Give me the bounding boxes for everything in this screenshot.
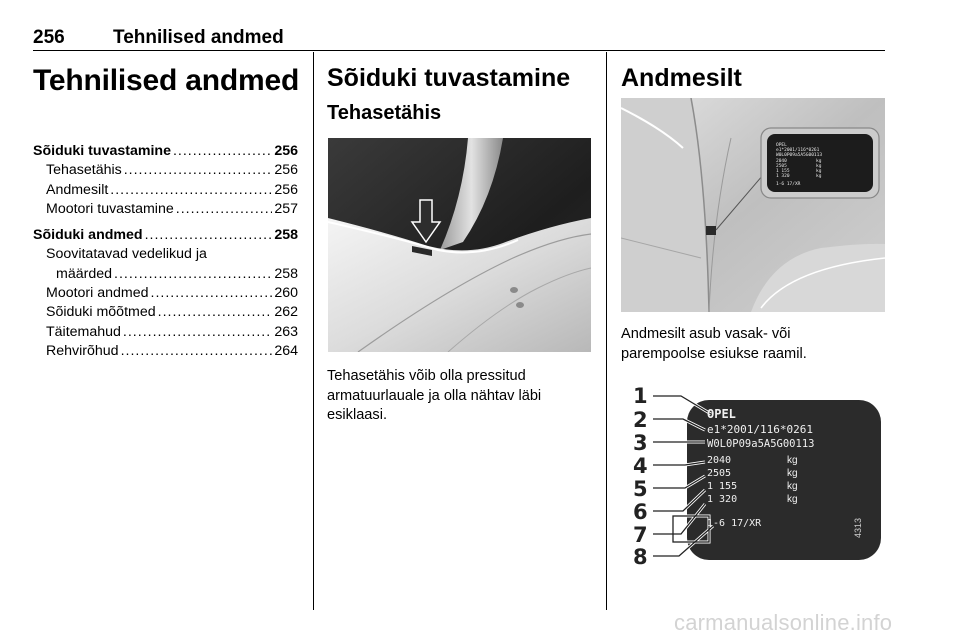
callout-number: 3 [633,431,648,455]
callout-number: 8 [633,545,648,569]
toc-entry[interactable] [33,323,298,342]
inset-plate-line: W0L0P09a5A5G00113 [776,153,823,158]
toc-page: 262 [274,304,298,321]
chapter-title: Tehnilised andmed [33,64,300,97]
caption-line: esiklaasi. [327,407,388,423]
callout-number: 2 [633,408,648,432]
inset-weight: 1 155 [776,169,790,174]
section-title: Sõiduki tuvastamine [327,64,571,92]
plate-bottom-code: 1-6 17/XR [707,518,762,529]
plate-caption [621,325,885,364]
right-column [621,56,885,93]
inset-weight: 1 320 [776,174,790,179]
plate-weight-value: 2040 [707,455,732,466]
inset-unit: kg [816,159,822,164]
inset-unit: kg [816,164,822,169]
toc-label: Rehvirõhud [46,342,119,359]
toc-page: 256 [274,181,298,198]
left-column [33,56,305,98]
toc-entry[interactable] [33,200,298,219]
caption-line: parempoolse esiukse raamil. [621,345,807,362]
callout-number: 6 [633,500,648,524]
toc-page: 264 [274,342,298,359]
plate-type-approval: e1*2001/116*0261 [707,423,813,436]
callout-number: 4 [633,454,648,478]
inset-weight: 2505 [776,164,787,169]
toc-label: Soovitatavad vedelikud ja [46,246,207,263]
vin-stamp-figure [328,138,591,352]
toc-label: Mootori andmed [46,285,149,302]
door-frame-figure [621,98,885,312]
column-divider-left [313,52,314,610]
inset-weight: 2040 [776,159,787,164]
page-number: 256 [33,27,65,48]
table-of-contents [33,142,298,361]
inset-plate-line: OPEL [776,143,787,148]
plate-weight-value: 1 155 [707,481,738,492]
caption-line: armatuurlauale ja olla nähtav läbi [327,387,542,404]
toc-page: 258 [274,227,298,244]
plate-diagram [621,370,885,582]
toc-label: Sõiduki mõõtmed [46,304,156,321]
plate-weight-unit: kg [787,455,798,466]
toc-page: 256 [274,143,298,159]
toc-page: 257 [274,200,298,217]
dashboard-illustration [328,138,591,352]
toc-label: Sõiduki andmed [33,227,143,244]
toc-label: Tehasetähis [46,162,122,179]
door-frame-illustration [621,98,885,312]
toc-page: 256 [274,162,298,179]
column-divider-right [606,52,607,610]
toc-label: Andmesilt [46,181,109,198]
toc-label: Sõiduki tuvastamine [33,143,171,159]
toc-entry[interactable] [33,142,298,161]
toc-entry[interactable] [33,245,298,264]
inset-plate-line: e1*2001/116*0261 [776,148,820,153]
subsection-title: Tehasetähis [327,102,442,124]
inset-unit: kg [816,174,822,179]
plate-vin: W0L0P09a5A5G00113 [707,438,815,450]
plate-weight-unit: kg [787,494,798,505]
plate-weight-value: 2505 [707,468,732,479]
toc-entry[interactable] [33,226,298,245]
plate-side-code: 4313 [853,517,863,538]
plate-weight-unit: kg [787,468,798,479]
plate-weight-value: 1 320 [707,494,738,505]
plate-diagram-figure [621,370,885,582]
toc-entry[interactable] [33,342,298,361]
callout-number: 7 [633,523,648,547]
callout-number: 5 [633,477,648,501]
plate-manufacturer: OPEL [707,407,736,421]
running-title: Tehnilised andmed [113,27,284,48]
toc-page: 258 [274,265,298,282]
toc-label: määrded [56,265,112,282]
toc-page: 263 [274,323,298,340]
watermark: carmanualsonline.info [674,610,893,635]
inset-plate-line: 1-6 17/XR [776,182,801,187]
middle-column [327,56,595,125]
callout-number: 1 [633,384,648,408]
header-rule [33,50,885,51]
plate-weight-unit: kg [787,481,798,492]
toc-entry[interactable] [33,161,298,180]
toc-page: 260 [274,285,298,302]
toc-label: Mootori tuvastamine [46,200,174,217]
toc-label: Täitemahud [46,323,121,340]
toc-entry[interactable] [33,181,298,200]
vin-stamp-caption [327,367,597,426]
toc-entry[interactable] [33,265,298,284]
toc-entry[interactable] [33,303,298,322]
caption-line: Andmesilt asub vasak- või [621,326,791,342]
caption-line: Tehasetähis võib olla pressitud [327,368,526,384]
section-title: Andmesilt [621,64,742,92]
toc-entry[interactable] [33,284,298,303]
inset-unit: kg [816,169,822,174]
